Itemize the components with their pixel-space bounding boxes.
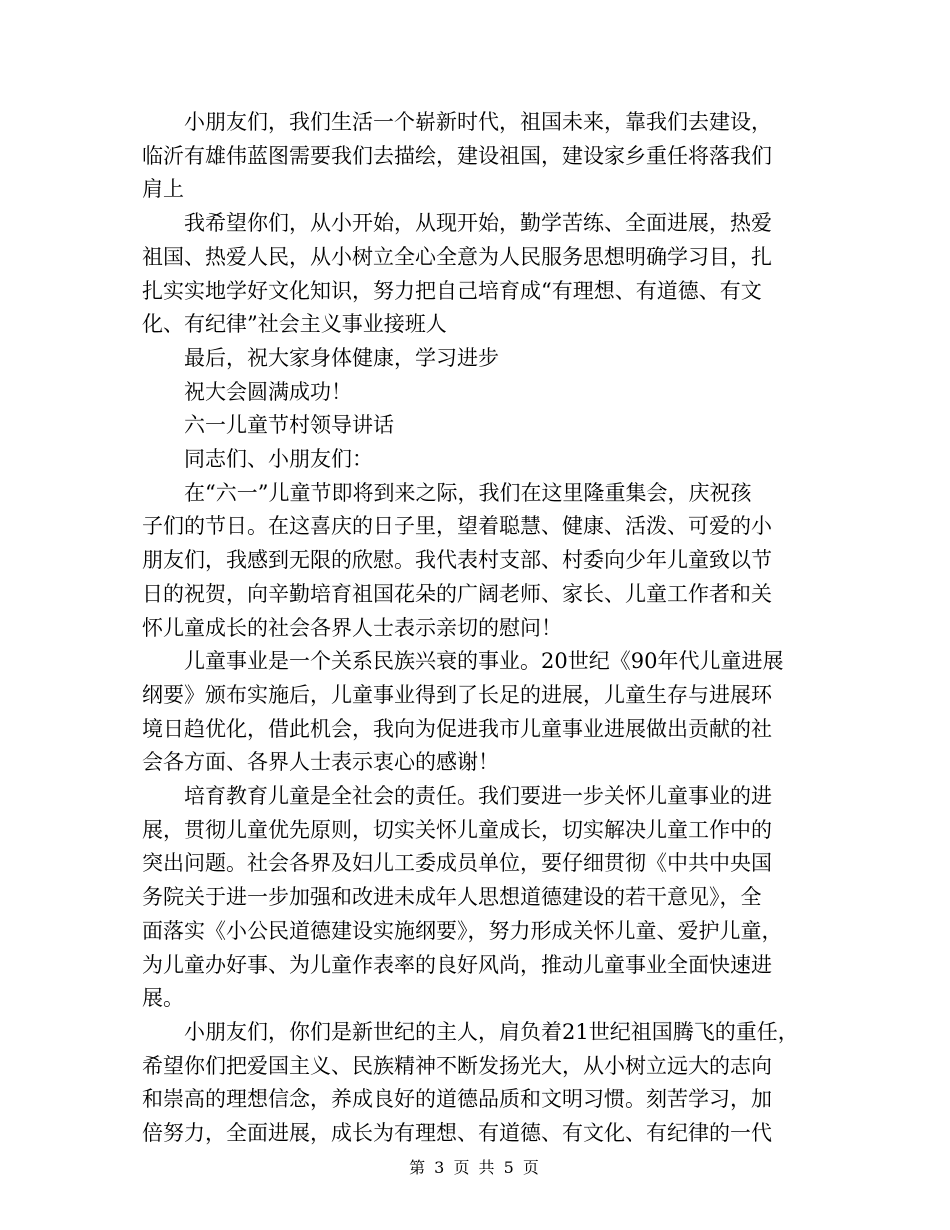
paragraph-line: 小朋友们，你们是新世纪的主人，肩负着21世纪祖国腾飞的重任，	[184, 1019, 799, 1044]
paragraph-line: 儿童事业是一个关系民族兴衰的事业。20世纪《90年代儿童进展	[184, 649, 784, 674]
paragraph-line: 化、有纪律”社会主义事业接班人	[142, 312, 447, 337]
paragraph-line: 在“六一”儿童节即将到来之际，我们在这里隆重集会，庆祝孩	[184, 480, 752, 505]
paragraph-line: 展。	[142, 986, 184, 1011]
paragraph-line: 最后，祝大家身体健康，学习进步	[184, 345, 499, 370]
paragraph-8	[142, 645, 822, 780]
paragraph-line: 面落实《小公民道德建设实施纲要》，努力形成关怀儿童、爱护儿童，	[142, 918, 783, 943]
section-heading	[142, 409, 822, 443]
paragraph-line: 境日趋优化，借此机会，我向为促进我市儿童事业进展做出贡献的社	[142, 716, 772, 741]
paragraph-line: 务院关于进一步加强和改进未成年人思想道德建设的若干意见》，全	[142, 885, 762, 910]
document-body	[142, 106, 822, 1151]
paragraph-line: 怀儿童成长的社会各界人士表示亲切的慰问！	[142, 615, 562, 640]
paragraph-line: 纲要》颁布实施后，儿童事业得到了长足的进展，儿童生存与进展环	[142, 682, 772, 707]
paragraph-line: 为儿童办好事、为儿童作表率的良好风尚，推动儿童事业全面快速进	[142, 952, 772, 977]
paragraph-2	[142, 207, 822, 342]
paragraph-line: 日的祝贺，向辛勤培育祖国花朵的广阔老师、家长、儿童工作者和关	[142, 581, 772, 606]
page-number-footer: 第 3 页 共 5 页	[409, 1158, 541, 1177]
paragraph-line: 和崇高的理想信念，养成良好的道德品质和文明习惯。刻苦学习，加	[142, 1087, 772, 1112]
paragraph-line: 小朋友们，我们生活一个崭新时代，祖国未来，靠我们去建设，	[184, 110, 772, 134]
paragraph-3	[142, 342, 822, 376]
paragraph-line: 突出问题。社会各界及妇儿工委成员单位，要仔细贯彻《中共中央国	[142, 851, 772, 876]
paragraph-line: 子们的节日。在这喜庆的日子里，望着聪慧、健康、活泼、可爱的小	[142, 514, 772, 539]
paragraph-line: 培育教育儿童是全社会的责任。我们要进一步关怀儿童事业的进	[184, 784, 772, 809]
paragraph-line: 肩上	[142, 177, 184, 202]
paragraph-line: 祝大会圆满成功！	[184, 379, 352, 404]
paragraph-line: 六一儿童节村领导讲话	[184, 413, 394, 438]
paragraph-line: 祖国、热爱人民，从小树立全心全意为人民服务思想明确学习目，扎	[142, 244, 772, 269]
paragraph-7	[142, 477, 822, 646]
paragraph-line: 我希望你们，从小开始，从现开始，勤学苦练、全面进展，热爱	[184, 211, 772, 236]
paragraph-line: 展，贯彻儿童优先原则，切实关怀儿童成长，切实解决儿童工作中的	[142, 817, 772, 842]
paragraph-line: 临沂有雄伟蓝图需要我们去描绘，建设祖国，建设家乡重任将落我们	[142, 143, 772, 168]
paragraph-10	[142, 1016, 822, 1151]
salutation	[142, 443, 822, 477]
paragraph-1	[142, 106, 822, 207]
paragraph-line: 希望你们把爱国主义、民族精神不断发扬光大，从小树立远大的志向	[142, 1053, 772, 1078]
paragraph-line: 倍努力，全面进展，成长为有理想、有道德、有文化、有纪律的一代	[142, 1121, 772, 1146]
paragraph-line: 扎实实地学好文化知识，努力把自己培育成“有理想、有道德、有文	[142, 278, 762, 303]
paragraph-9	[142, 780, 822, 1016]
paragraph-line: 朋友们，我感到无限的欣慰。我代表村支部、村委向少年儿童致以节	[142, 548, 772, 573]
paragraph-line: 会各方面、各界人士表示衷心的感谢！	[142, 750, 499, 775]
paragraph-line: 同志们、小朋友们：	[184, 447, 373, 472]
paragraph-4	[142, 376, 822, 410]
